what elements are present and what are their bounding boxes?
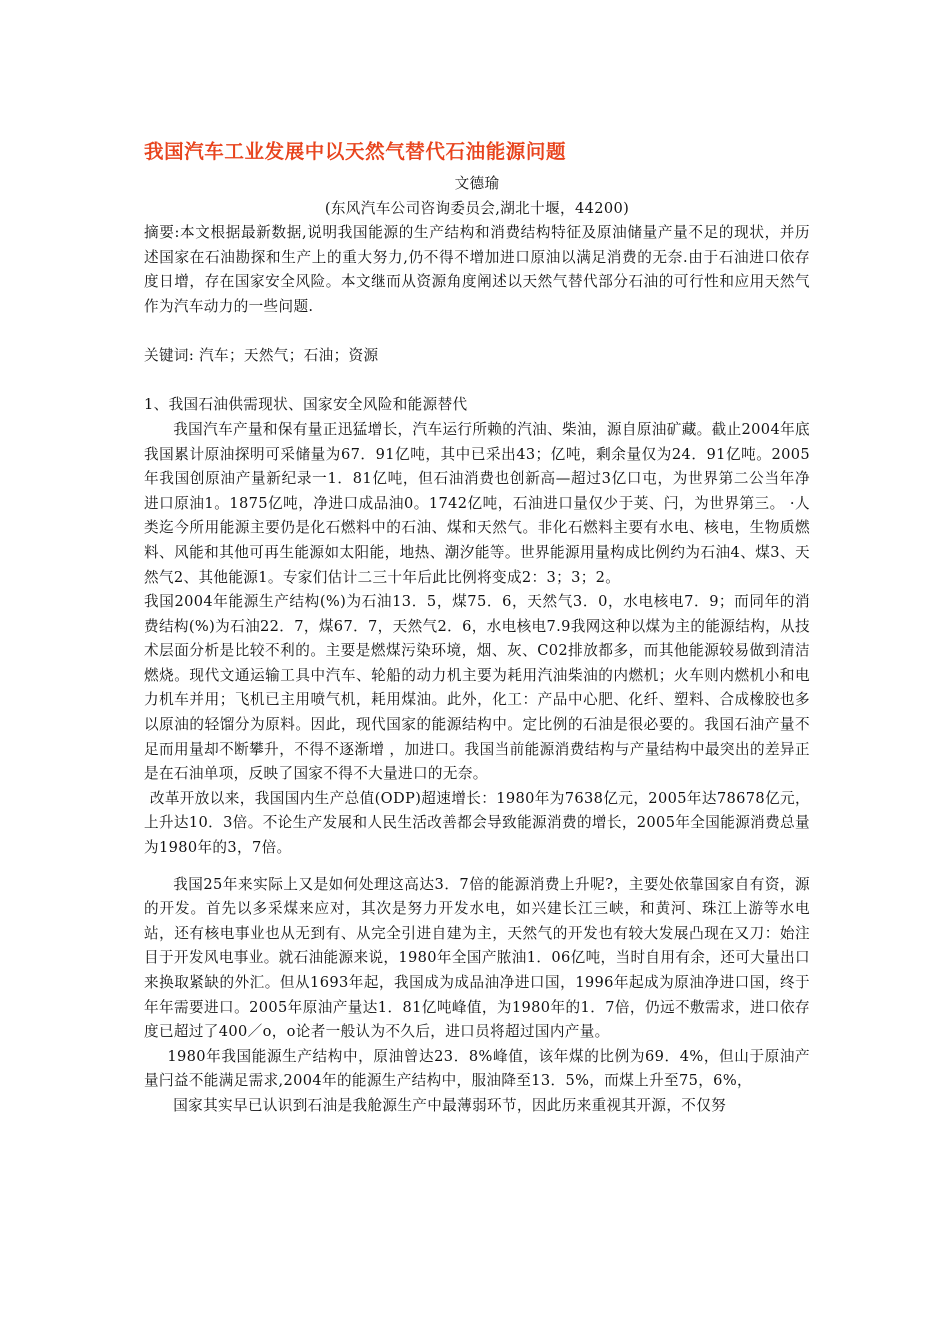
section-heading: 1、我国石油供需现状、国家安全风险和能源替代 <box>144 396 468 414</box>
author-name: 文德瑜 <box>454 175 500 192</box>
abstract-paragraph: 摘要:本文根据最新数据,说明我国能源的生产结构和消费结构特征及原油储量产量不足的现状，并历述国家在石油勘探和生产上的重大努力,仍不得不增加进口原油以满足消费的无奈.由于石油进口依存度日增，存在国家安全风险。本文继而从资源角度阐述以天然气替代部分石油的可行性和应用天然气作为汽车动力的一些问题. <box>144 224 810 315</box>
keywords-line: 关键词: 汽车；天然气；石油；资源 <box>144 347 379 365</box>
body-paragraph: 我国25年来实际上又是如何处理这高达3．7倍的能源消费上升呢?，主要处依靠国家自有资，源的开发。首先以多采煤来应对，其次是努力开发水电，如兴建长江三峡，和黄河、珠江上游等水电站，还有核电事业也从无到有、从完全引进自建为主，天然气的开发也有较大发展凸现在又刀：始注目于开发风电事业。就石油能源来说，1980年全国产脓油1．06亿吨，当时自用有余，还可大量出口来换取紧缺的外汇。但从1693年起，我国成为成品油净进口国，1996年起成为原油净进口国，终于年年需要进口。2005年原油产量达1．81亿吨峰值，为1980年的1．7倍，仍远不敷需求，进口依存度已超过了400／o，o论者一般认为不久后，进口员将超过国内产量。 <box>144 875 810 1041</box>
author-affiliation: (东风汽车公司咨询委员会,湖北十堰，44200) <box>324 199 630 217</box>
body-paragraph: 改革开放以来，我国国内生产总值(ODP)超速增长：1980年为7638亿元，2005年达78678亿元，上升达10．3倍。不论生产发展和人民生活改善都会导致能源消费的增长，2005年全国能源消费总量为1980年的3，7倍。 <box>144 789 810 857</box>
body-paragraph: 我国汽车产量和保有量正迅猛增长，汽车运行所赖的汽油、柴油，源自原油矿藏。截止2004年底我国累计原油探明可采储量为67．91亿吨，其中已采出43；亿吨，剩余量仅为24．91亿吨。2005年我国创原油产量新纪录一1．81亿吨，但石油消费也创新高—超过3亿口屯，为世界第二公当年净进口原油1。1875亿吨，净进口成品油0。1742亿吨，石油进口量仅少于荚、闩，为世界第三。 ·人类迄今所用能源主要仍是化石燃料中的石油、煤和天然气。非化石燃料主要有水电、核电，生物质燃料、风能和其他可再生能源如太阳能，地热、潮汐能等。世界能源用量构成比例约为石油4、煤3、天然气2、其他能源1。专家们估计二三十年后此比例将变成2：3；3；2。 <box>144 420 810 586</box>
document-page <box>144 130 810 1119</box>
body-paragraph: 国家其实早已认识到石油是我舱源生产中最薄弱环节，因此历来重视其开源，不仅努 <box>173 1096 727 1114</box>
body-paragraph: 我国2004年能源生产结构(%)为石油13．5，煤75．6，天然气3．0，水电核电7．9；而同年的消费结构(%)为石油22．7，煤67．7，天然气2．6，水电核电7.9我网这种以煤为主的能源结构，从技术层面分析是比较不利的。主要是燃煤污染环境，烟、灰、C02排放都多，而其他能源较易做到清洁燃烧。现代文通运输工具中汽车、轮船的动力机主要为耗用汽油柴油的内燃机；火车则内燃机小和电力机车并用；飞机已主用喷气机，耗用煤油。此外，化工：产品中心肥、化纤、塑料、合成橡胶也多以原油的轻馏分为原料。因此，现代国家的能源结构中。定比例的石油是很必要的。我国石油产量不足而用量却不断攀升，不得不逐渐增 ，加进口。我国当前能源消费结构与产量结构中最突出的差异正是在石油单项，反映了国家不得不大量进口的无奈。 <box>144 593 810 783</box>
body-paragraph: 1980年我国能源生产结构中，原油曾达23．8%峰值，该年煤的比例为69．4%，但山于原油产量闩益不能满足需求,2004年的能源生产结构中，服油降至13．5%，而煤上升至75，6%， <box>144 1047 810 1090</box>
document-title: 我国汽车工业发展中以天然气替代石油能源问题 <box>144 140 567 163</box>
